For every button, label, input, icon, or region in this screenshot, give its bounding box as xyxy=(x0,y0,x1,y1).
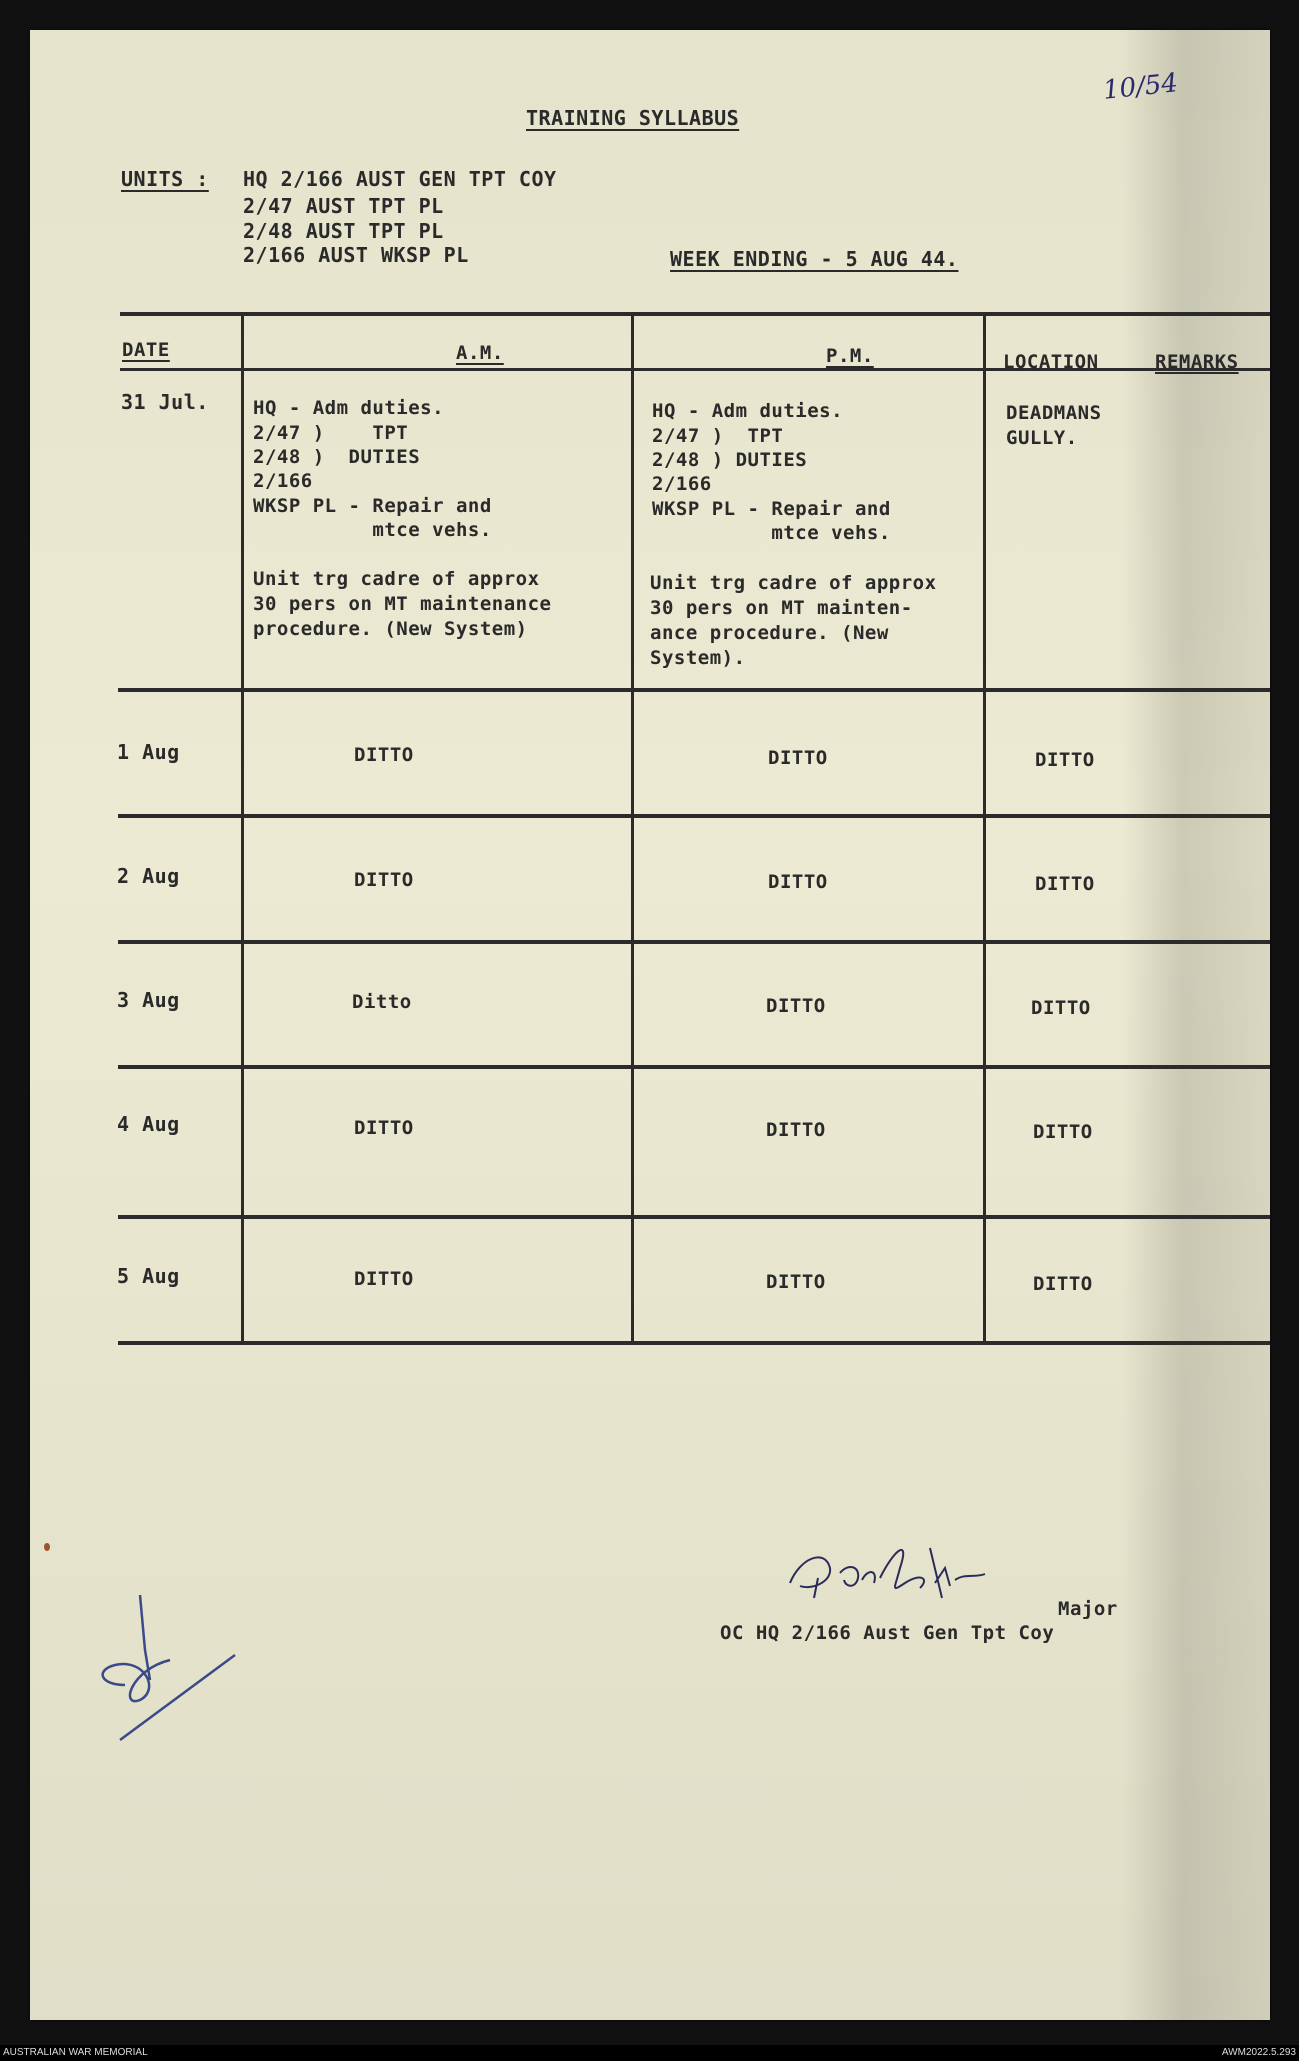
unit-line: 2/47 AUST TPT PL xyxy=(243,194,444,218)
pm-line: WKSP PL - Repair and xyxy=(652,498,891,520)
pm-line: mtce vehs. xyxy=(652,522,891,544)
header-am: A.M. xyxy=(456,342,504,364)
row-rule xyxy=(118,1065,1270,1069)
header-date: DATE xyxy=(122,339,170,361)
document-title: TRAINING SYLLABUS xyxy=(526,106,740,130)
location-line: GULLY. xyxy=(1006,427,1078,449)
row-pm: DITTO xyxy=(766,995,826,1017)
am-line: procedure. (New System) xyxy=(253,618,528,640)
units-label xyxy=(121,167,209,192)
row-am: DITTO xyxy=(354,1268,414,1290)
units-label-text: UNITS : xyxy=(121,167,209,191)
footer-accession: AWM2022.5.293 xyxy=(1221,2047,1296,2058)
row-pm: DITTO xyxy=(768,871,828,893)
row-date: 5 Aug xyxy=(117,1264,180,1288)
col-rule-am xyxy=(241,312,244,1344)
row-rule xyxy=(118,814,1270,818)
col-rule-pm xyxy=(631,312,634,1344)
row-pm: DITTO xyxy=(766,1119,826,1141)
row-date: 31 Jul. xyxy=(121,390,209,414)
row-date: 4 Aug xyxy=(117,1112,180,1136)
row-am: Ditto xyxy=(352,991,412,1013)
doc-number-handwritten: 10/54 xyxy=(1101,68,1180,106)
handwritten-signature xyxy=(770,1528,1040,1608)
footer-bar xyxy=(0,2045,1299,2061)
pm-line: 30 pers on MT mainten- xyxy=(650,597,913,619)
am-line: WKSP PL - Repair and xyxy=(253,495,492,517)
col-rule-location xyxy=(983,312,986,1344)
am-line: 30 pers on MT maintenance xyxy=(253,593,552,615)
row-date: 3 Aug xyxy=(117,988,180,1012)
location-line: DEADMANS xyxy=(1006,402,1102,424)
signature-position: OC HQ 2/166 Aust Gen Tpt Coy xyxy=(720,1622,1055,1644)
row-rule xyxy=(118,940,1270,944)
pm-line: System). xyxy=(650,647,746,669)
table-bottom-rule xyxy=(118,1341,1270,1345)
pm-line: 2/48 ) DUTIES xyxy=(652,449,808,471)
row-date: 2 Aug xyxy=(117,864,180,888)
row-rule xyxy=(118,1215,1270,1219)
am-line: 2/47 ) TPT xyxy=(253,422,409,444)
am-line: HQ - Adm duties. xyxy=(253,397,445,419)
row-am: DITTO xyxy=(354,744,414,766)
row-rule xyxy=(118,688,1270,692)
week-ending: WEEK ENDING - 5 AUG 44. xyxy=(670,247,959,271)
row-location: DITTO xyxy=(1031,997,1091,1019)
header-pm: P.M. xyxy=(826,345,874,367)
signature-rank: Major xyxy=(1058,1598,1118,1620)
am-line: mtce vehs. xyxy=(253,519,492,541)
header-remarks: REMARKS xyxy=(1155,351,1239,373)
pm-line: HQ - Adm duties. xyxy=(652,400,844,422)
pm-line: ance procedure. (New xyxy=(650,622,889,644)
row-pm: DITTO xyxy=(766,1271,826,1293)
header-location: LOCATION xyxy=(1003,351,1099,373)
unit-line: 2/166 AUST WKSP PL xyxy=(243,243,469,267)
row-location: DITTO xyxy=(1035,749,1095,771)
unit-line: 2/48 AUST TPT PL xyxy=(243,219,444,243)
pm-line: 2/166 xyxy=(652,473,712,495)
row-pm: DITTO xyxy=(768,747,828,769)
row-am: DITTO xyxy=(354,1117,414,1139)
table-top-rule xyxy=(120,312,1270,316)
am-line: 2/48 ) DUTIES xyxy=(253,446,421,468)
row-date: 1 Aug xyxy=(117,740,180,764)
am-line: Unit trg cadre of approx xyxy=(253,568,540,590)
handwritten-initial xyxy=(90,1590,250,1750)
row-location: DITTO xyxy=(1035,873,1095,895)
rust-mark xyxy=(44,1543,50,1551)
row-location: DITTO xyxy=(1033,1273,1093,1295)
row-am: DITTO xyxy=(354,869,414,891)
pm-line: Unit trg cadre of approx xyxy=(650,572,937,594)
am-line: 2/166 xyxy=(253,470,313,492)
unit-line: HQ 2/166 AUST GEN TPT COY xyxy=(243,167,557,191)
row-location: DITTO xyxy=(1033,1121,1093,1143)
footer-institution: AUSTRALIAN WAR MEMORIAL xyxy=(3,2047,148,2058)
pm-line: 2/47 ) TPT xyxy=(652,425,784,447)
